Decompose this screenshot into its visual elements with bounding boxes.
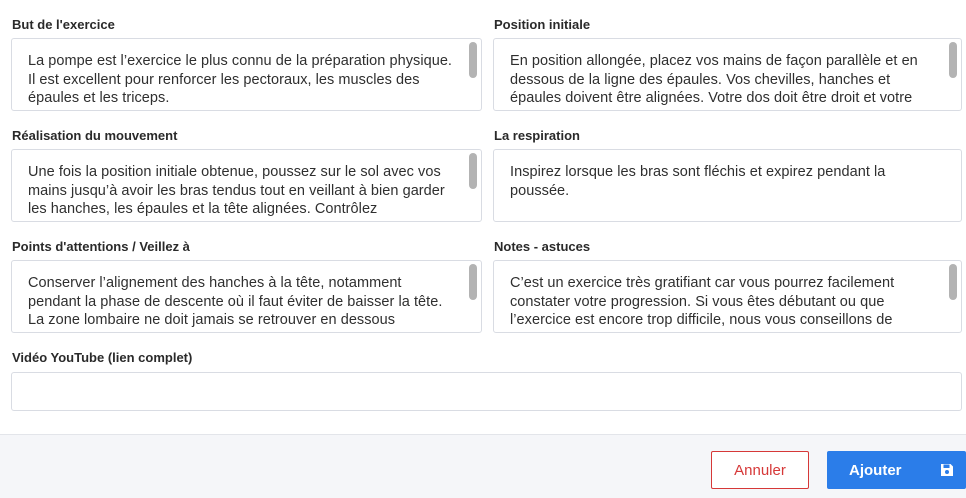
- form-footer: [0, 434, 966, 498]
- textarea-realisation-scrollbar[interactable]: [469, 153, 477, 218]
- floppy-disk-icon: [940, 463, 954, 477]
- add-button-label: Ajouter: [849, 462, 902, 479]
- textarea-respiration-text: Inspirez lorsque les bras sont fléchis et expirez pendant la poussée.: [510, 164, 886, 199]
- scrollbar-thumb[interactable]: [469, 153, 477, 189]
- textarea-but[interactable]: [11, 38, 482, 111]
- textarea-respiration[interactable]: [493, 149, 962, 222]
- textarea-position-scrollbar[interactable]: [949, 42, 957, 107]
- textarea-realisation[interactable]: [11, 149, 482, 222]
- scrollbar-thumb[interactable]: [469, 42, 477, 78]
- textarea-but-scrollbar[interactable]: [469, 42, 477, 107]
- textarea-but-text: La pompe est l’exercice le plus connu de la préparation physique. Il est excellent pour renforcer les pectoraux, les muscles des épaules et les triceps.: [28, 53, 453, 106]
- field-label-position: Position initiale: [494, 17, 591, 32]
- textarea-attentions-text: Conserver l’alignement des hanches à la tête, notamment pendant la phase de descente où il faut éviter de baisser la tête. La zone lombaire ne doit jamais se retrouver en dessous: [28, 275, 443, 328]
- field-label-notes: Notes - astuces: [494, 239, 591, 254]
- textarea-attentions[interactable]: [11, 260, 482, 333]
- field-label-youtube: Vidéo YouTube (lien complet): [12, 350, 193, 365]
- add-button[interactable]: [827, 451, 966, 489]
- field-label-but: But de l'exercice: [12, 17, 115, 32]
- youtube-link-input[interactable]: [11, 372, 962, 411]
- textarea-attentions-scrollbar[interactable]: [469, 264, 477, 329]
- scrollbar-thumb[interactable]: [469, 264, 477, 300]
- textarea-position-text: En position allongée, placez vos mains de façon parallèle et en dessous de la ligne des épaules. Vos chevilles, hanches et épaules doivent être alignées. Votre dos doit être droit et votre: [510, 53, 918, 106]
- field-label-realisation: Réalisation du mouvement: [12, 128, 178, 143]
- scrollbar-thumb[interactable]: [949, 264, 957, 300]
- textarea-notes[interactable]: [493, 260, 962, 333]
- field-label-respiration: La respiration: [494, 128, 580, 143]
- textarea-position[interactable]: [493, 38, 962, 111]
- field-label-attentions: Points d'attentions / Veillez à: [12, 239, 190, 254]
- textarea-notes-text: C’est un exercice très gratifiant car vous pourrez facilement constater votre progression. Si vous êtes débutant ou que l’exercice est encore trop difficile, nous vous conseillons de: [510, 275, 895, 328]
- textarea-realisation-text: Une fois la position initiale obtenue, poussez sur le sol avec vos mains jusqu’à avoir les bras tendus tout en veillant à bien garder les hanches, les épaules et la tête alignées. Contrôlez: [28, 164, 445, 217]
- scrollbar-thumb[interactable]: [949, 42, 957, 78]
- cancel-button[interactable]: Annuler: [711, 451, 809, 489]
- textarea-notes-scrollbar[interactable]: [949, 264, 957, 329]
